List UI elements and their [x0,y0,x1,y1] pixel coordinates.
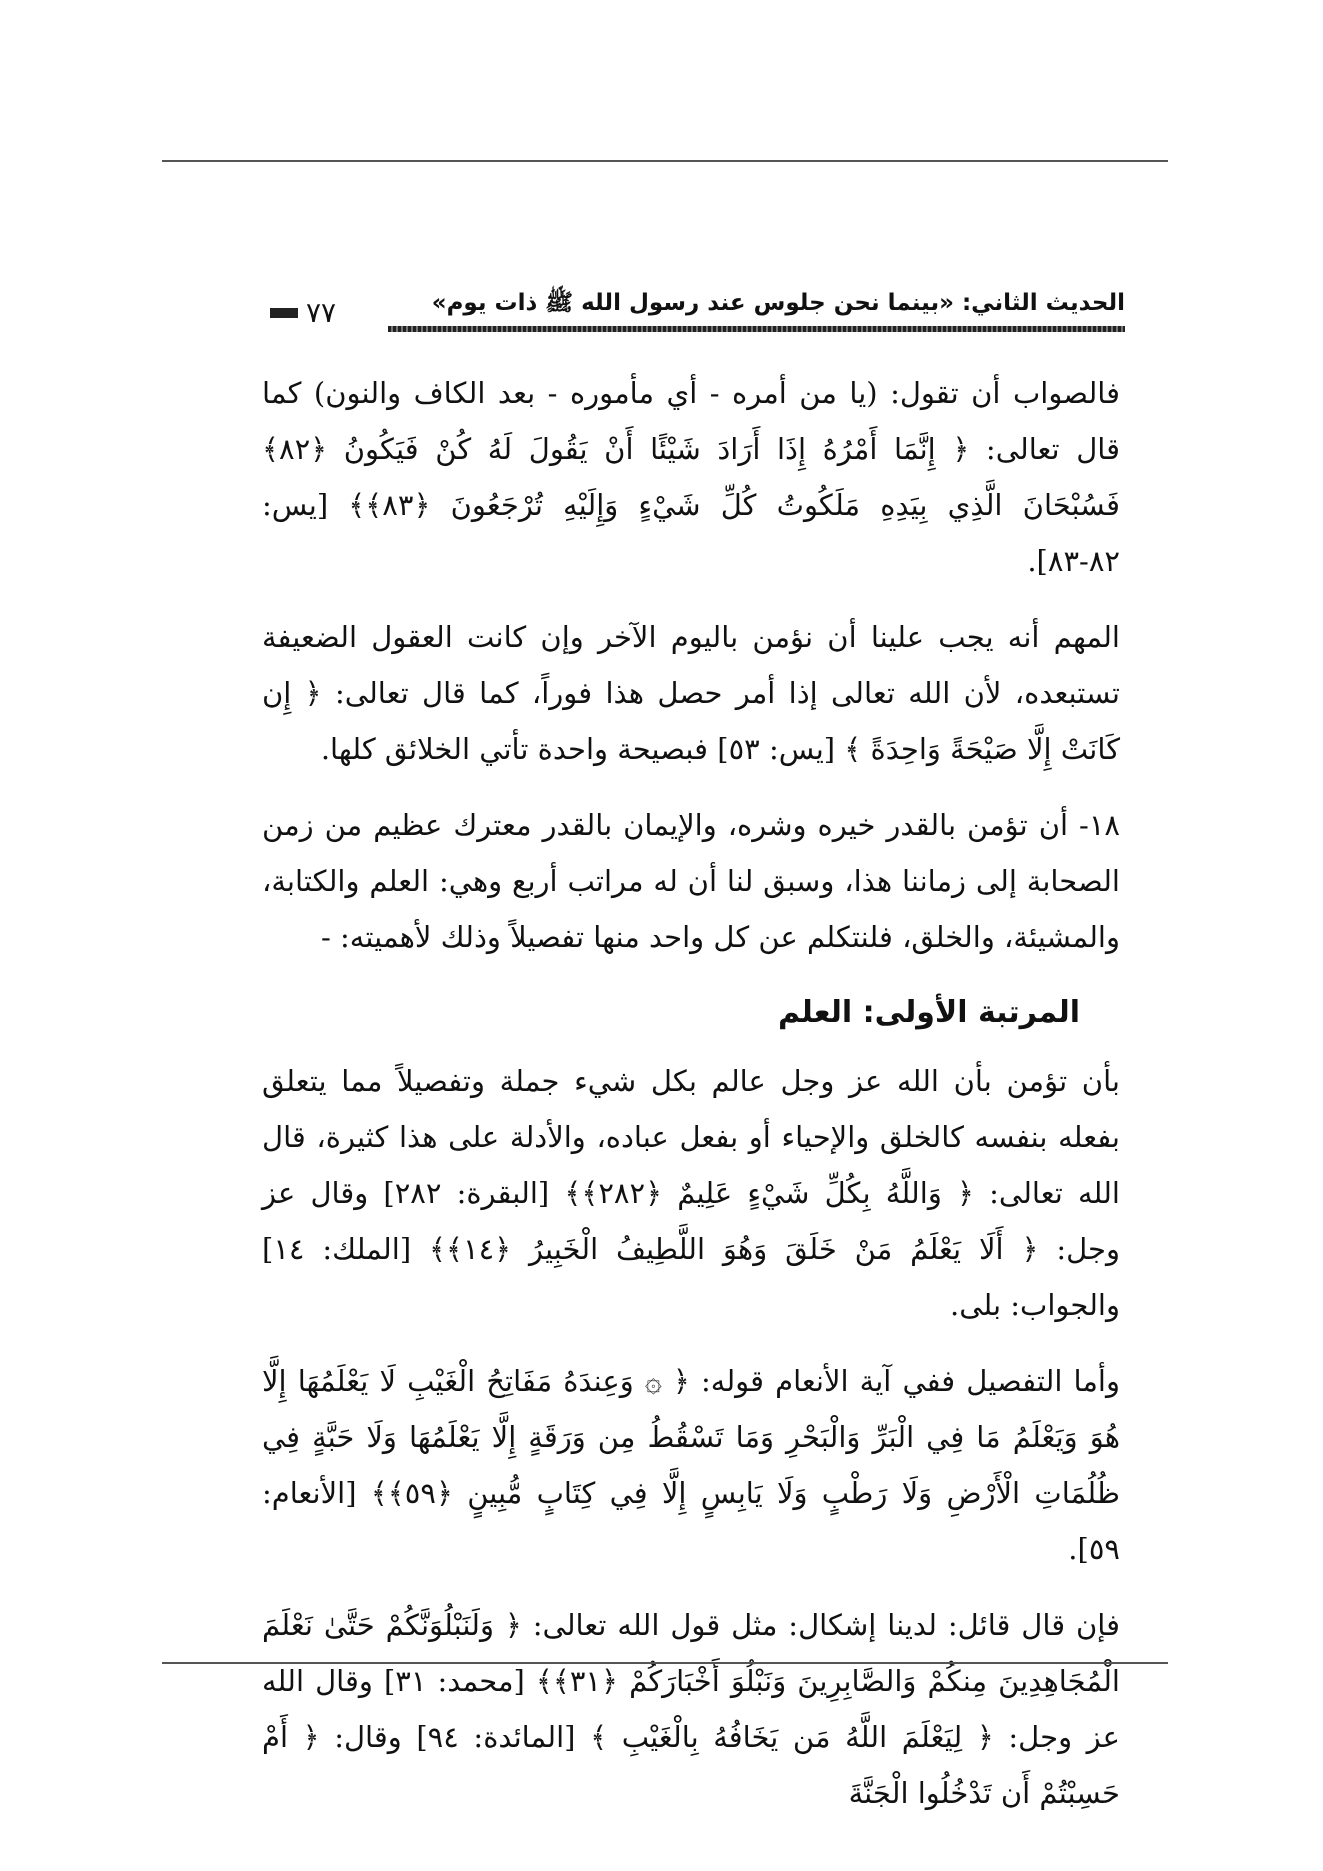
top-rule [162,160,1168,162]
page-body [262,365,1120,1841]
header-rule [388,326,1125,332]
page-header [270,288,1125,340]
paragraph-6: فإن قال قائل: لدينا إشكال: مثل قول الله تعالى: ﴿ وَلَنَبْلُوَنَّكُمْ حَتَّىٰ نَعْلَمَ الْمُجَاهِدِينَ مِنكُمْ وَالصَّابِرِينَ وَنَبْلُوَ أَخْبَارَكُمْ ﴿٣١﴾﴾ [محمد: ٣١] وقال الله عز وجل: ﴿ لِيَعْلَمَ اللَّهُ مَن يَخَافُهُ بِالْغَيْبِ ﴾ [المائدة: ٩٤] وقال: ﴿ أَمْ حَسِبْتُمْ أَن تَدْخُلُوا الْجَنَّةَ [262,1608,1120,1810]
page-number [270,296,336,329]
paragraph-3: ١٨- أن تؤمن بالقدر خيره وشره، والإيمان بالقدر معترك عظيم من زمن الصحابة إلى زماننا هذا، وسبق لنا أن له مراتب أربع وهي: العلم والكتابة، والمشيئة، والخلق، فلنتكلم عن كل واحد منها تفصيلاً وذلك لأهميته: - [262,808,1120,954]
paragraph-2: المهم أنه يجب علينا أن نؤمن باليوم الآخر وإن كانت العقول الضعيفة تستبعده، لأن الله تعالى إذا أمر حصل هذا فوراً، كما قال تعالى: ﴿ إِن كَانَتْ إِلَّا صَيْحَةً وَاحِدَةً ﴾ [يس: ٥٣] فبصيحة واحدة تأتي الخلائق كلها. [262,620,1120,766]
bottom-rule [162,1662,1168,1664]
paragraph-4: بأن تؤمن بأن الله عز وجل عالم بكل شيء جملة وتفصيلاً مما يتعلق بفعله بنفسه كالخلق والإحياء أو بفعل عباده، والأدلة على هذا كثيرة، قال الله تعالى: ﴿ وَاللَّهُ بِكُلِّ شَيْءٍ عَلِيمٌ ﴿٢٨٢﴾﴾ [البقرة: ٢٨٢] وقال عز وجل: ﴿ أَلَا يَعْلَمُ مَنْ خَلَقَ وَهُوَ اللَّطِيفُ الْخَبِيرُ ﴿١٤﴾﴾ [الملك: ١٤] والجواب: بلى. [262,1064,1120,1322]
paragraph-5: وأما التفصيل ففي آية الأنعام قوله: ﴿ ۞ وَعِندَهُ مَفَاتِحُ الْغَيْبِ لَا يَعْلَمُهَا إِلَّا هُوَ وَيَعْلَمُ مَا فِي الْبَرِّ وَالْبَحْرِ وَمَا تَسْقُطُ مِن وَرَقَةٍ إِلَّا يَعْلَمُهَا وَلَا حَبَّةٍ فِي ظُلُمَاتِ الْأَرْضِ وَلَا رَطْبٍ وَلَا يَابِسٍ إِلَّا فِي كِتَابٍ مُّبِينٍ ﴿٥٩﴾﴾ [الأنعام: ٥٩]. [262,1364,1120,1566]
page-number-text: ٧٧ [306,296,337,329]
running-title: الحديث الثاني: «بينما نحن جلوس عند رسول الله ﷺ ذات يوم» [431,290,1125,316]
page-number-mark [270,308,298,318]
section-heading: المرتبة الأولى: العلم [777,995,1080,1030]
paragraph-1: فالصواب أن تقول: (يا من أمره - أي مأموره - بعد الكاف والنون) كما قال تعالى: ﴿ إِنَّمَا أَمْرُهُ إِذَا أَرَادَ شَيْئًا أَنْ يَقُولَ لَهُ كُنْ فَيَكُونُ ﴿٨٢﴾ فَسُبْحَانَ الَّذِي بِيَدِهِ مَلَكُوتُ كُلِّ شَيْءٍ وَإِلَيْهِ تُرْجَعُونَ ﴿٨٣﴾﴾ [يس: ٨٢-٨٣]. [262,376,1120,578]
